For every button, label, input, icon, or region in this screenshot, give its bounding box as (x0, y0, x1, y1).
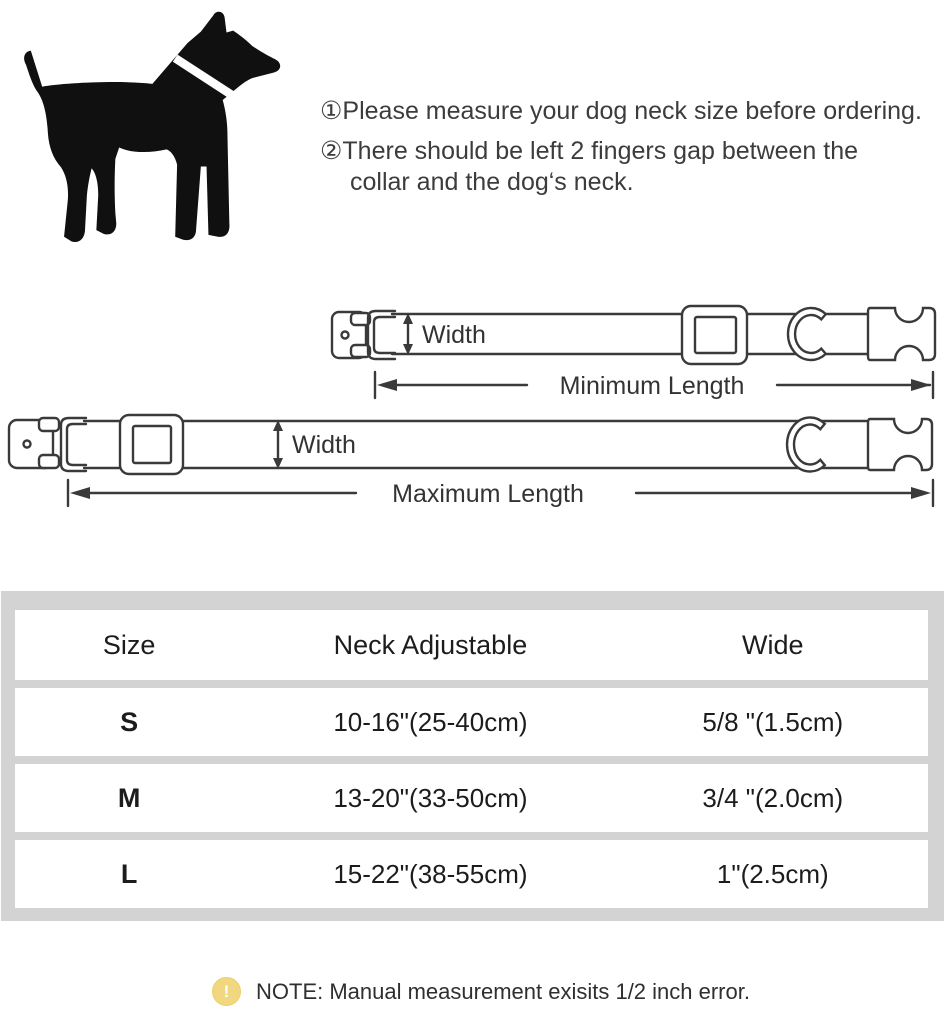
neck-value: 13-20"(33-50cm) (333, 782, 528, 813)
dim-arrowhead-right (911, 487, 931, 499)
neck-value: 10-16"(25-40cm) (333, 706, 528, 737)
wide-value: 3/4 "(2.0cm) (702, 782, 844, 813)
width-label: Width (422, 321, 486, 349)
minimum-length-label: Minimum Length (559, 372, 745, 400)
dog-silhouette-icon (8, 4, 293, 272)
buckle-prong-top (39, 418, 59, 431)
tri-glide-slider-inner (133, 426, 171, 463)
col-header-size: Size (102, 629, 156, 660)
size-value: M (117, 782, 141, 813)
strap-end-cap (368, 311, 395, 359)
d-ring (787, 418, 825, 472)
dim-arrowhead-right (911, 379, 931, 391)
size-chart-table (1, 591, 944, 921)
dim-arrowhead-left (377, 379, 397, 391)
strap-end-cap-inner (67, 424, 86, 465)
wide-value: 5/8 "(1.5cm) (702, 706, 844, 737)
buckle-male-clip (868, 308, 935, 360)
exclamation-icon: ! (212, 977, 241, 1006)
ordering-instructions (320, 96, 946, 198)
instruction-line-2: ②There should be left 2 fingers gap between the (320, 137, 859, 165)
instruction-line-3: collar and the dog‘s neck. (350, 168, 634, 196)
collar-diagram-maximum (0, 413, 947, 519)
width-label: Width (292, 431, 356, 459)
wide-value: 1"(2.5cm) (716, 858, 829, 889)
maximum-length-label: Maximum Length (392, 480, 584, 508)
neck-value: 15-22"(38-55cm) (333, 858, 528, 889)
col-header-neck: Neck Adjustable (333, 629, 528, 660)
size-value: L (120, 858, 138, 889)
strap-end-cap (61, 418, 86, 471)
tri-glide-slider-inner (695, 317, 736, 353)
buckle-male-clip (868, 419, 932, 470)
instruction-line-1: ①Please measure your dog neck size before ordering. (320, 97, 922, 125)
buckle-prong-bottom (39, 455, 59, 468)
col-header-wide: Wide (742, 629, 804, 660)
table-row (15, 840, 928, 908)
collar-diagram-minimum (325, 298, 947, 402)
collar-strap (84, 421, 868, 468)
strap-end-cap-inner (374, 317, 395, 353)
d-ring (788, 308, 826, 360)
table-row (15, 688, 928, 756)
dim-arrowhead-left (70, 487, 90, 499)
table-header-row (15, 610, 928, 680)
measurement-note (212, 977, 750, 1006)
note-text: NOTE: Manual measurement exisits 1/2 inch error. (256, 978, 750, 1004)
size-value: S (120, 706, 139, 737)
table-row (15, 764, 928, 832)
